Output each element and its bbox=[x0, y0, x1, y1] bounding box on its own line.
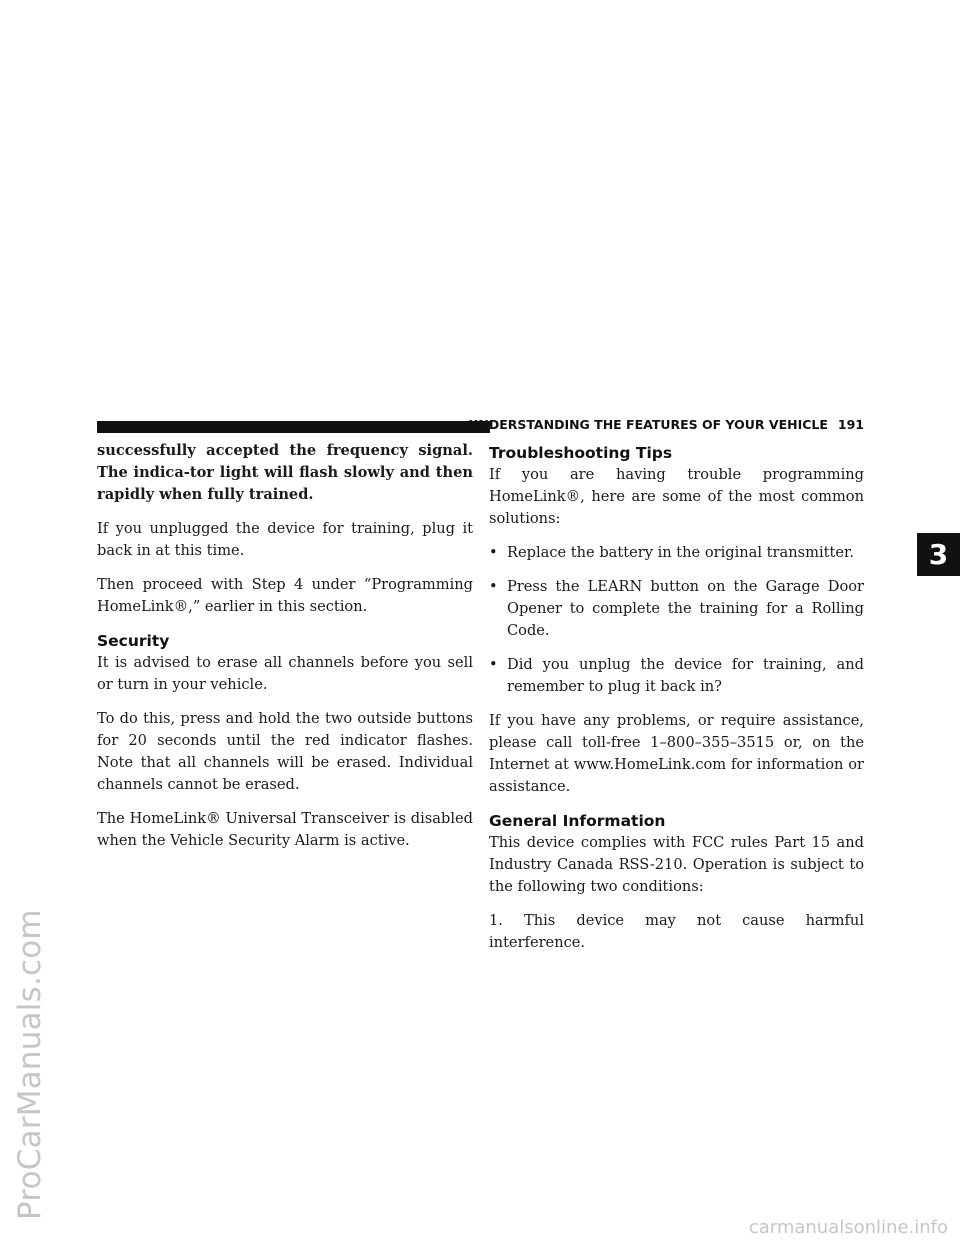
carmanualsonline-watermark: carmanualsonline.info bbox=[748, 1217, 948, 1238]
procarmanuals-watermark: ProCarManuals.com bbox=[12, 909, 48, 1220]
running-header bbox=[468, 417, 864, 432]
header-rule bbox=[97, 421, 490, 433]
paragraph: Then proceed with Step 4 under “Programming HomeLink®,” earlier in this section. bbox=[97, 576, 473, 615]
section-heading-troubleshooting: Troubleshooting Tips bbox=[489, 444, 673, 462]
list-item-text: Replace the battery in the original transmitter. bbox=[507, 544, 854, 561]
list-item bbox=[489, 542, 864, 564]
troubleshooting-list bbox=[489, 542, 864, 698]
chapter-title: UNDERSTANDING THE FEATURES OF YOUR VEHICLE bbox=[468, 417, 828, 432]
section-heading-general-information: General Information bbox=[489, 812, 666, 830]
page-number: 191 bbox=[837, 417, 864, 432]
list-item bbox=[489, 654, 864, 698]
chapter-tab: 3 bbox=[917, 533, 960, 576]
paragraph: If you unplugged the device for training, plug it back in at this time. bbox=[97, 520, 473, 559]
bullet-icon: • bbox=[489, 544, 498, 561]
list-item bbox=[489, 576, 864, 642]
right-column bbox=[489, 440, 864, 966]
list-item-text: Press the LEARN button on the Garage Door Opener to complete the training for a Rolling Code. bbox=[507, 578, 864, 639]
paragraph: If you have any problems, or require assistance, please call toll-free 1–800–355–3515 or, on the Internet at www.HomeLink.com for information or assistance. bbox=[489, 712, 864, 795]
bullet-icon: • bbox=[489, 656, 498, 673]
paragraph: If you are having trouble programming HomeLink®, here are some of the most common solutions: bbox=[489, 466, 864, 527]
continued-instruction: successfully accepted the frequency signal. The indica-tor light will flash slowly and then rapidly when fully trained. bbox=[97, 442, 473, 503]
section-heading-security: Security bbox=[97, 632, 170, 650]
bullet-icon: • bbox=[489, 578, 498, 595]
paragraph: To do this, press and hold the two outside buttons for 20 seconds until the red indicator flashes. Note that all channels will be erased. Individual channels cannot be erased. bbox=[97, 710, 473, 793]
paragraph: This device complies with FCC rules Part 15 and Industry Canada RSS-210. Operation is subject to the following two conditions: bbox=[489, 834, 864, 895]
paragraph: It is advised to erase all channels before you sell or turn in your vehicle. bbox=[97, 654, 473, 693]
paragraph: The HomeLink® Universal Transceiver is disabled when the Vehicle Security Alarm is active. bbox=[97, 810, 473, 849]
list-item-text: Did you unplug the device for training, and remember to plug it back in? bbox=[507, 656, 864, 695]
left-column bbox=[97, 440, 473, 864]
paragraph: 1. This device may not cause harmful interference. bbox=[489, 912, 864, 951]
